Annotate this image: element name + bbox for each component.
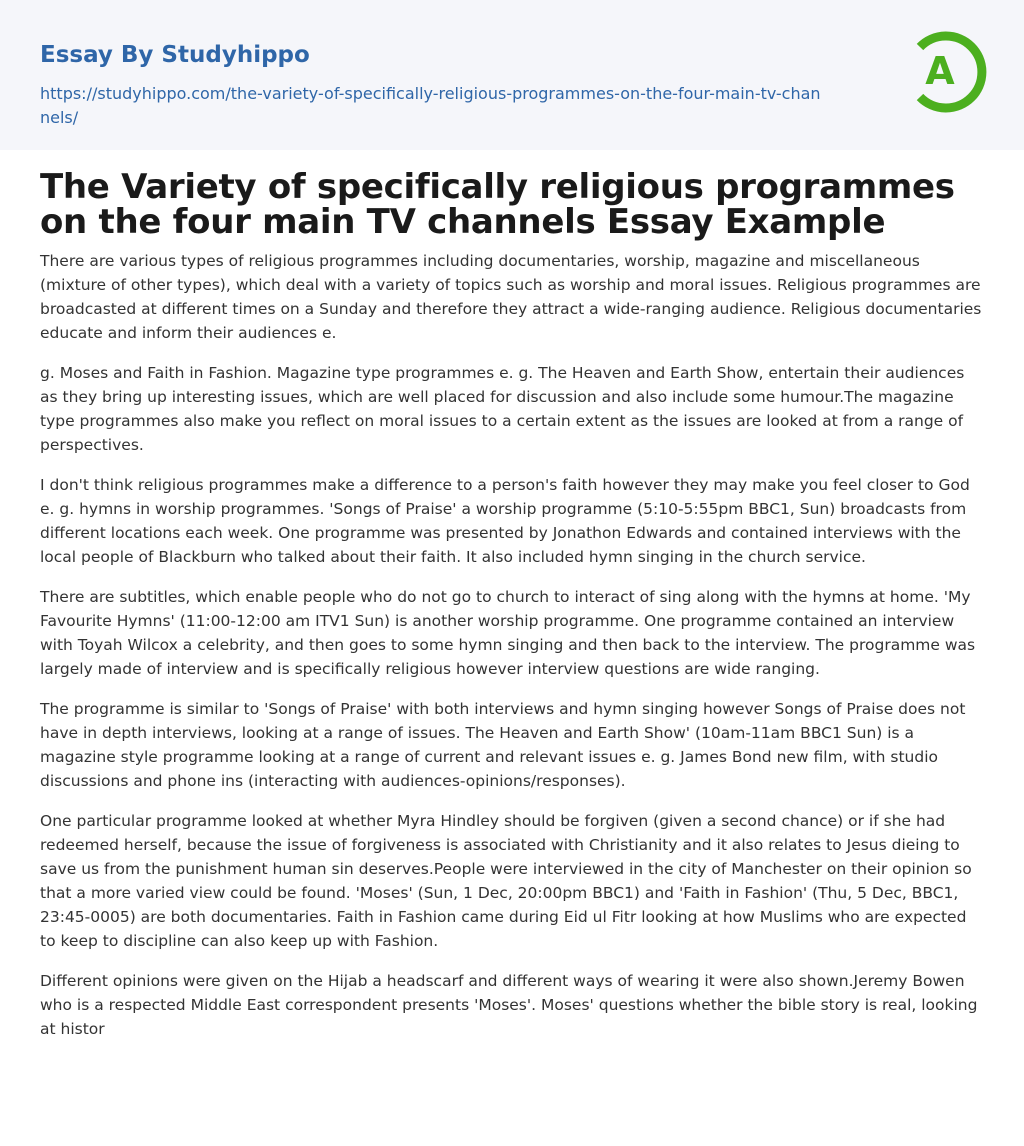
paragraph: There are various types of religious programmes including documentaries, worship, magazine and miscellaneous (mixture of other types), which deal with a variety of topics such as worship and moral issues. Religious programmes are broadcasted at different times on a Sunday and therefore they attract a wide-ranging audience. Religious documentaries educate and inform their audiences e.: [40, 252, 982, 342]
paragraph: g. Moses and Faith in Fashion. Magazine type programmes e. g. The Heaven and Earth Show, entertain their audiences as they bring up interesting issues, which are well placed for discussion and also include some humour.The magazine type programmes also make you reflect on moral issues to a certain extent as the issues are looked at from a range of perspectives.: [40, 364, 965, 454]
studyhippo-logo-icon[interactable]: [900, 26, 990, 118]
site-header: [0, 0, 1024, 150]
logo-letter: A: [925, 49, 955, 93]
paragraph: There are subtitles, which enable people who do not go to church to interact of sing along with the hymns at home. 'My Favourite Hymns' (11:00-12:00 am ITV1 Sun) is another worship programme. One programme contained an interview with Toyah Wilcox a celebrity, and then goes to some hymn singing and then back to the interview. The programme was largely made of interview and is specifically religious however interview questions are wide ranging.: [40, 588, 976, 678]
paragraph: Different opinions were given on the Hijab a headscarf and different ways of wearing it were also shown.Jeremy Bowen who is a respected Middle East correspondent presents 'Moses'. Moses' questions whether the bible story is real, looking at histor: [40, 972, 978, 1038]
source-url-link[interactable]: https://studyhippo.com/the-variety-of-specifically-religious-programmes-on-the-four-main-tv-channels/: [40, 84, 821, 127]
brand-title[interactable]: Essay By Studyhippo: [40, 42, 310, 68]
article-body: [40, 249, 985, 1057]
paragraph: I don't think religious programmes make a difference to a person's faith however they may make you feel closer to God e. g. hymns in worship programmes. 'Songs of Praise' a worship programme (5:10-5:55pm BBC1, Sun) broadcasts from different locations each week. One programme was presented by Jonathon Edwards and contained interviews with the local people of Blackburn who talked about their faith. It also included hymn singing in the church service.: [40, 476, 970, 566]
page-title: The Variety of specifically religious programmes on the four main TV channels Essay Example: [40, 167, 955, 242]
paragraph: One particular programme looked at whether Myra Hindley should be forgiven (given a second chance) or if she had redeemed herself, because the issue of forgiveness is associated with Christianity and it also relates to Jesus dieing to save us from the punishment human sin deserves.People were interviewed in the city of Manchester on their opinion so that a more varied view could be found. 'Moses' (Sun, 1 Dec, 20:00pm BBC1) and 'Faith in Fashion' (Thu, 5 Dec, BBC1, 23:45-0005) are both documentaries. Faith in Fashion came during Eid ul Fitr looking at how Muslims who are expected to keep to discipline can also keep up with Fashion.: [40, 812, 972, 950]
paragraph: The programme is similar to 'Songs of Praise' with both interviews and hymn singing however Songs of Praise does not have in depth interviews, looking at a range of issues. The Heaven and Earth Show' (10am-11am BBC1 Sun) is a magazine style programme looking at a range of current and relevant issues e. g. James Bond new film, with studio discussions and phone ins (interacting with audiences-opinions/responses).: [40, 700, 966, 790]
